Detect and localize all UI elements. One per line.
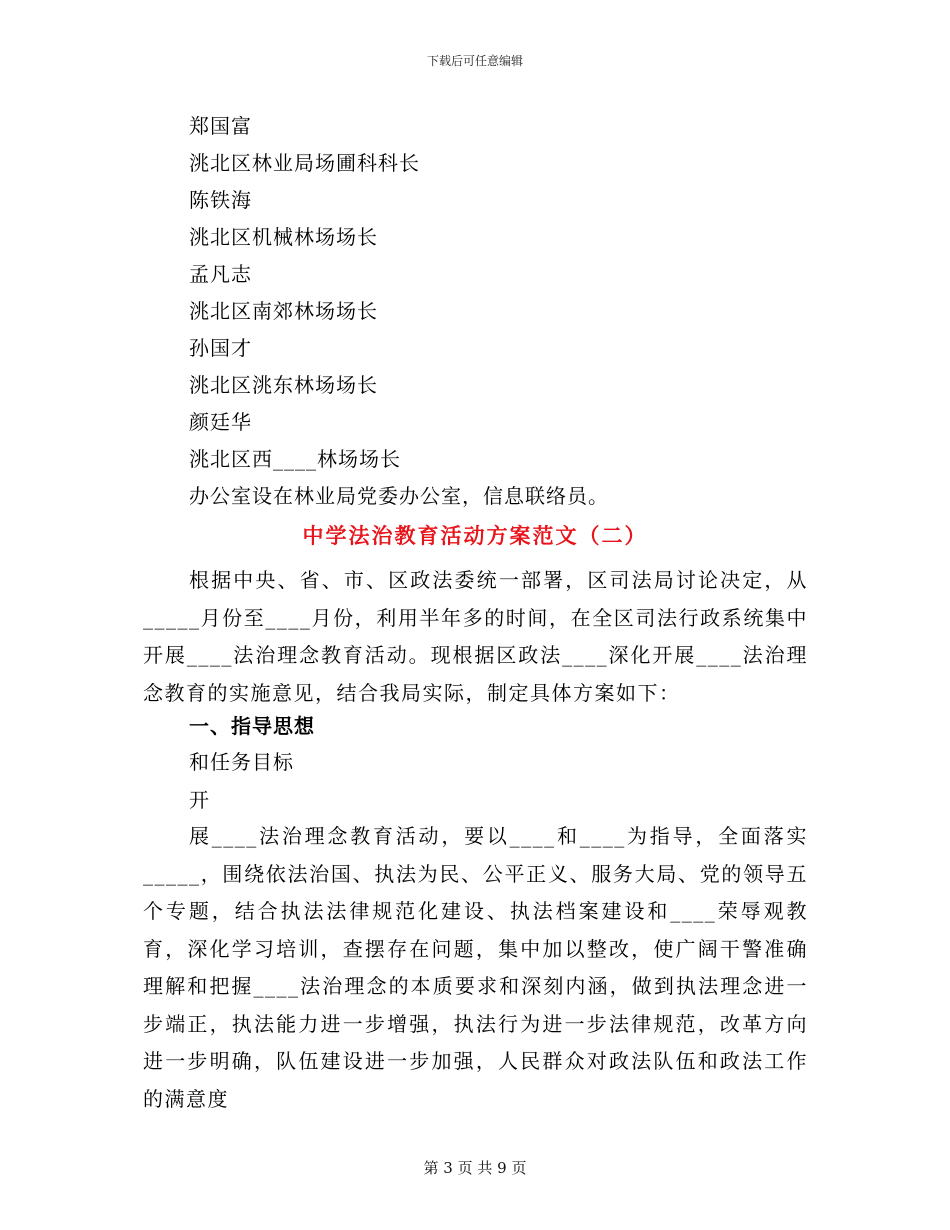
- title-line: 洮北区洮东林场场长: [189, 373, 378, 397]
- heading-guiding-thought: 一、指导思想: [189, 714, 315, 738]
- page-number: 第 3 页 共 9 页: [423, 1159, 527, 1177]
- name-line: 陈铁海: [189, 188, 252, 212]
- name-line: 孙国才: [189, 336, 252, 360]
- title-line: 洮北区机械林场场长: [189, 225, 378, 249]
- title-line: 洮北区林业局场圃科科长: [189, 151, 420, 175]
- title-line: 洮北区西____林场场长: [189, 447, 401, 471]
- continuation-line: 开: [189, 788, 210, 812]
- name-line: 郑国富: [189, 114, 252, 138]
- title-line: 洮北区南郊林场场长: [189, 299, 378, 323]
- intro-paragraph: 根据中央、省、市、区政法委统一部署，区司法局讨论决定，从_____月份至____月份，利用半年多的时间，在全区司法行政系统集中开展____法治理念教育活动。现根据区政法____深化开展____法治理念教育的实施意见，结合我局实际，制定具体方案如下：: [143, 568, 808, 705]
- continuation-line: 和任务目标: [189, 750, 294, 774]
- page-header: 下载后可任意编辑: [426, 54, 523, 68]
- name-line: 颜廷华: [189, 410, 252, 434]
- name-line: 孟凡志: [189, 262, 252, 286]
- body-paragraph: 展____法治理念教育活动，要以____和____为指导，全面落实_____，围绕依法治国、执法为民、公平正义、服务大局、党的领导五个专题，结合执法法律规范化建设、执法档案建设和____荣辱观教育，深化学习培训，查摆存在问题，集中加以整改，使广阔干警准确理解和把握____法治理念的本质要求和深刻内涵，做到执法理念进一步端正，执法能力进一步增强，执法行为进一步法律规范，改革方向进一步明确，队伍建设进一步加强，人民群众对政法队伍和政法工作的满意度: [143, 824, 808, 1111]
- section-title: 中学法治教育活动方案范文（二）: [302, 523, 648, 548]
- office-note: 办公室设在林业局党委办公室，信息联络员。: [189, 484, 609, 508]
